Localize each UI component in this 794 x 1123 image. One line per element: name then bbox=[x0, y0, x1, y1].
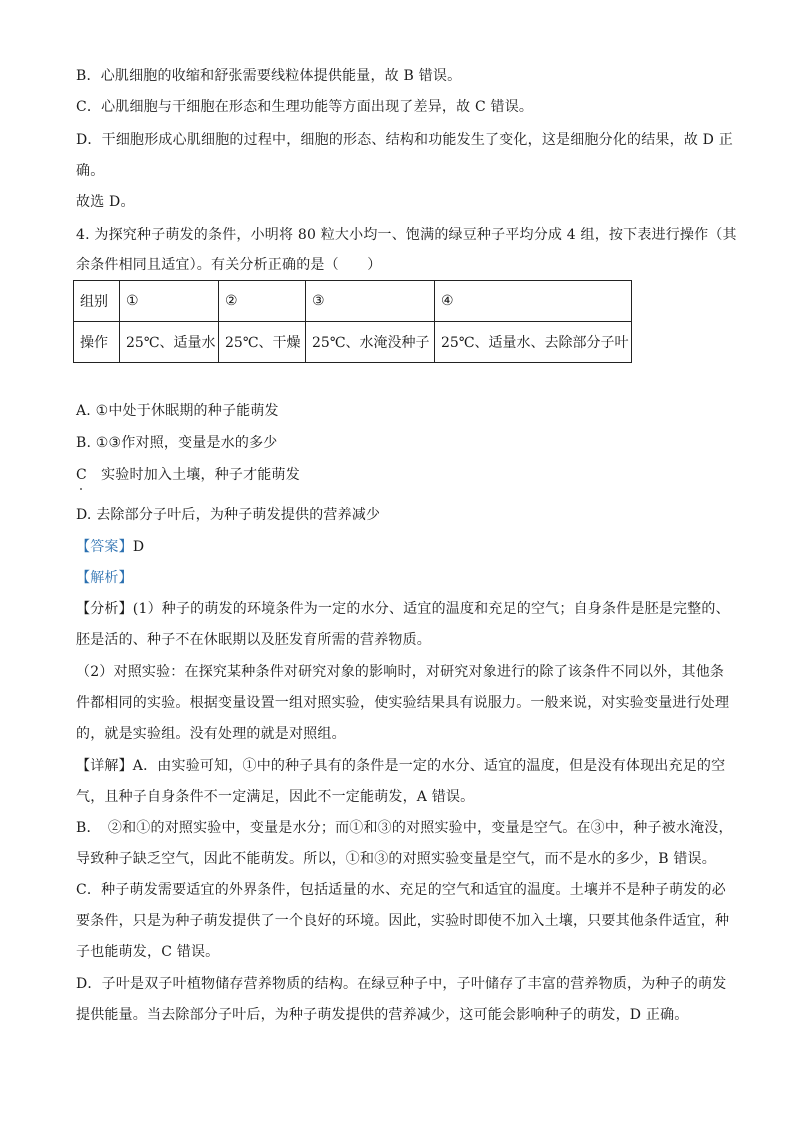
analysis-line: 导致种子缺乏空气，因此不能萌发。所以，①和③的对照实验变量是空气，而不是水的多少，B 错误。 bbox=[76, 851, 716, 867]
text-line: B．心肌细胞的收缩和舒张需要线粒体提供能量，故 B 错误。 bbox=[76, 68, 462, 84]
analysis-line: 提供能量。当去除部分子叶后，为种子萌发提供的营养减少，这可能会影响种子的萌发，D 正确。 bbox=[76, 1007, 689, 1023]
option-d: D. 去除部分子叶后，为种子萌发提供的营养减少 bbox=[76, 507, 381, 523]
question-stem: 4. 为探究种子萌发的条件，小明将 80 粒大小均一、饱满的绿豆种子平均分成 4 组，按下表进行操作（其 bbox=[76, 227, 737, 243]
table-cell: 25℃、适量水、去除部分子叶 bbox=[435, 322, 632, 363]
option-b: B. ①③作对照，变量是水的多少 bbox=[76, 435, 278, 451]
analysis-line: 【详解】A．由实验可知，①中的种子具有的条件是一定的水分、适宜的温度，但是没有体现出充足的空 bbox=[76, 758, 726, 774]
analysis-line: C．种子萌发需要适宜的外界条件，包括适量的水、充足的空气和适宜的温度。土壤并不是种子萌发的必 bbox=[76, 882, 726, 898]
experiment-table bbox=[73, 280, 632, 363]
question-stem: 余条件相同且适宜）。有关分析正确的是（ ） bbox=[76, 257, 382, 273]
table-cell: ④ bbox=[435, 281, 632, 322]
answer-label: 【答案】 bbox=[76, 539, 133, 555]
table-cell: ③ bbox=[306, 281, 435, 322]
table-cell: 组别 bbox=[74, 281, 120, 322]
analysis-line: 【分析】(1）种子的萌发的环境条件为一定的水分、适宜的温度和充足的空气；自身条件是胚是完整的、 bbox=[76, 601, 730, 617]
analysis-line: 胚是活的、种子不在休眠期以及胚发育所需的营养物质。 bbox=[76, 632, 431, 648]
table-cell: ② bbox=[219, 281, 306, 322]
analysis-line: 件都相同的实验。根据变量设置一组对照实验，使实验结果具有说服力。一般来说，对实验变量进行处理 bbox=[76, 695, 730, 711]
table-cell: ① bbox=[120, 281, 219, 322]
answer-line bbox=[76, 537, 144, 557]
stray-dot bbox=[80, 488, 82, 490]
analysis-line: 要条件，只是为种子萌发提供了一个良好的环境。因此，实验时即使不加入土壤，只要其他条件适宜，种 bbox=[76, 913, 730, 929]
table-cell: 25℃、水淹没种子 bbox=[306, 322, 435, 363]
analysis-line: 气，且种子自身条件不一定满足，因此不一定能萌发，A 错误。 bbox=[76, 789, 475, 805]
option-c: C 实验时加入土壤，种子才能萌发 bbox=[76, 467, 300, 483]
table-cell: 25℃、干燥 bbox=[219, 322, 306, 363]
table-cell: 25℃、适量水 bbox=[120, 322, 219, 363]
table-cell: 操作 bbox=[74, 322, 120, 363]
analysis-line: 的，就是实验组。没有处理的就是对照组。 bbox=[76, 726, 346, 742]
analysis-line: 子也能萌发，C 错误。 bbox=[76, 944, 220, 960]
analysis-tag: 【解析】 bbox=[76, 570, 133, 586]
table-row bbox=[74, 281, 632, 322]
text-line: C．心肌细胞与干细胞在形态和生理功能等方面出现了差异，故 C 错误。 bbox=[76, 99, 534, 115]
option-a: A. ①中处于休眠期的种子能萌发 bbox=[76, 403, 279, 419]
answer-value: D bbox=[132, 539, 145, 555]
table-row bbox=[74, 322, 632, 363]
text-line: 故选 D。 bbox=[76, 194, 135, 210]
analysis-line: B． ②和①的对照实验中，变量是水分；而①和③的对照实验中，变量是空气。在③中，种子被水淹没， bbox=[76, 820, 733, 836]
text-line: 确。 bbox=[76, 163, 105, 179]
text-line: D．干细胞形成心肌细胞的过程中，细胞的形态、结构和功能发生了变化，这是细胞分化的结果，故 D 正 bbox=[76, 132, 733, 148]
analysis-label bbox=[76, 568, 133, 588]
analysis-line: D．子叶是双子叶植物储存营养物质的结构。在绿豆种子中，子叶储存了丰富的营养物质，为种子的萌发 bbox=[76, 976, 727, 992]
analysis-line: （2）对照实验：在探究某种条件对研究对象的影响时，对研究对象进行的除了该条件不同以外，其他条 bbox=[76, 664, 725, 680]
